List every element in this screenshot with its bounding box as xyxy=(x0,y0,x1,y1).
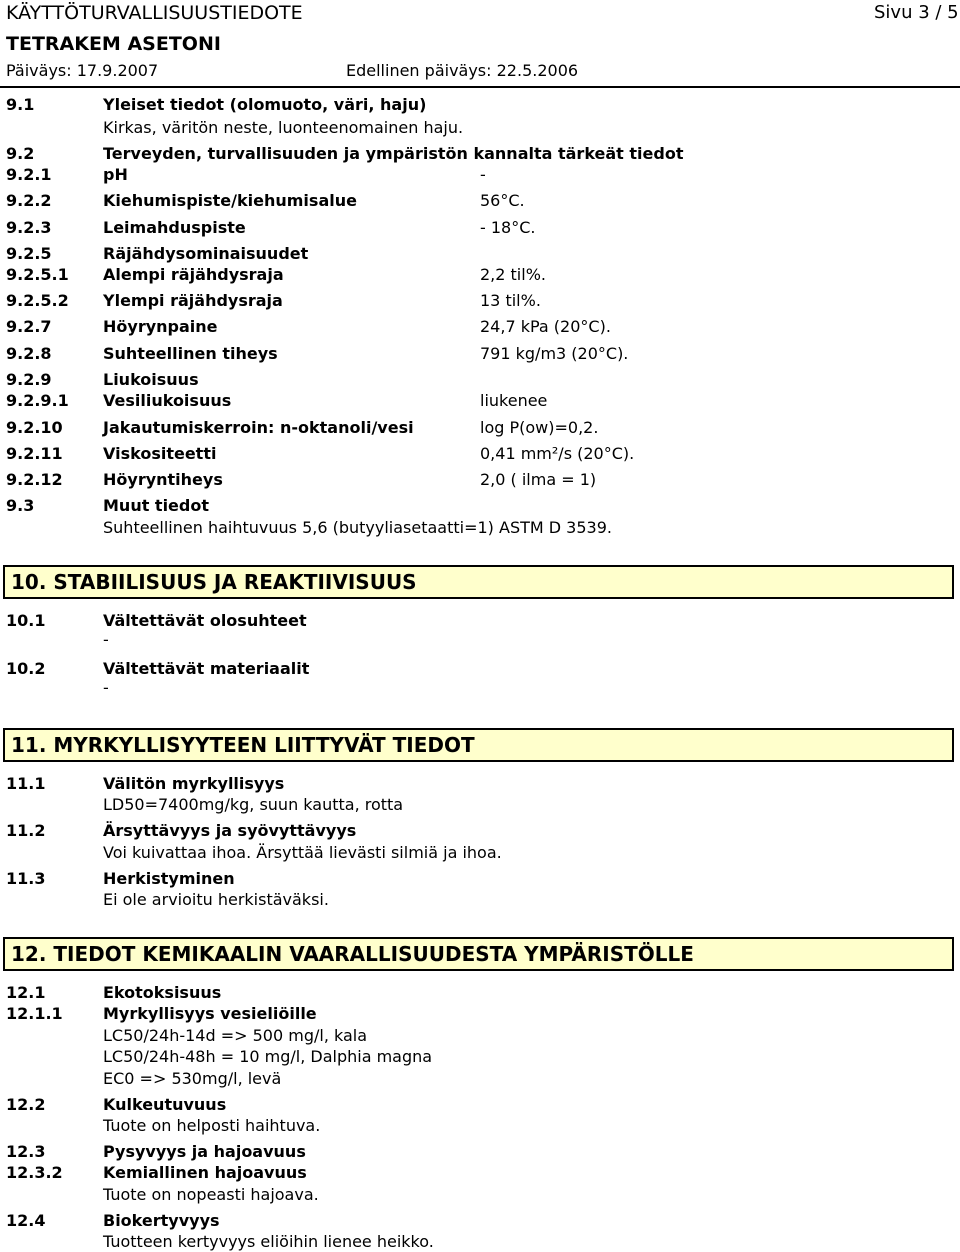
item-number: 9.3 xyxy=(6,496,35,515)
item-label: Vältettävät olosuhteet xyxy=(103,611,307,630)
item-label: Pysyvyys ja hajoavuus xyxy=(103,1142,306,1161)
item-value: 56°C. xyxy=(480,191,525,210)
item-number: 9.2.2 xyxy=(6,191,52,210)
item-label: Myrkyllisyys vesieliöille xyxy=(103,1004,317,1023)
item-label: Kemiallinen hajoavuus xyxy=(103,1163,307,1182)
item-label: Räjähdysominaisuudet xyxy=(103,244,309,263)
item-label: Ylempi räjähdysraja xyxy=(103,291,283,310)
item-number: 10.1 xyxy=(6,611,46,630)
item-value: 791 kg/m3 (20°C). xyxy=(480,344,629,363)
item-number: 9.2.11 xyxy=(6,444,63,463)
item-text: - xyxy=(103,630,109,649)
item-text: - xyxy=(103,678,109,697)
item-label: Höyryntiheys xyxy=(103,470,223,489)
section-heading-12: 12. TIEDOT KEMIKAALIN VAARALLISUUDESTA YMPÄRISTÖLLE xyxy=(3,937,954,971)
item-label: Vältettävät materiaalit xyxy=(103,659,310,678)
item-value: 13 til%. xyxy=(480,291,541,310)
item-value: 2,2 til%. xyxy=(480,265,546,284)
item-text: LC50/24h-48h = 10 mg/l, Dalphia magna xyxy=(103,1047,433,1066)
item-number: 9.2.5.2 xyxy=(6,291,69,310)
item-value: log P(ow)=0,2. xyxy=(480,418,599,437)
item-number: 9.2.9 xyxy=(6,370,52,389)
document-title: KÄYTTÖTURVALLISUUSTIEDOTE xyxy=(6,2,303,24)
item-text: Voi kuivattaa ihoa. Ärsyttää lievästi silmiä ja ihoa. xyxy=(103,843,502,862)
item-label: Kulkeutuvuus xyxy=(103,1095,227,1114)
item-label: pH xyxy=(103,165,128,184)
item-number: 12.2 xyxy=(6,1095,46,1114)
item-text: LD50=7400mg/kg, suun kautta, rotta xyxy=(103,795,404,814)
item-number: 11.1 xyxy=(6,774,46,793)
item-number: 9.2.7 xyxy=(6,317,52,336)
item-number: 9.2.10 xyxy=(6,418,63,437)
item-label: Terveyden, turvallisuuden ja ympäristön kannalta tärkeät tiedot xyxy=(103,144,684,163)
item-value: liukenee xyxy=(480,391,548,410)
item-label: Biokertyvyys xyxy=(103,1211,220,1230)
item-label: Kiehumispiste/kiehumisalue xyxy=(103,191,357,210)
item-text: Tuote on nopeasti hajoava. xyxy=(103,1185,319,1204)
issue-date: Päiväys: 17.9.2007 xyxy=(6,61,159,80)
previous-date: Edellinen päiväys: 22.5.2006 xyxy=(346,61,579,80)
item-value: 24,7 kPa (20°C). xyxy=(480,317,611,336)
item-label: Muut tiedot xyxy=(103,496,209,515)
item-label: Suhteellinen tiheys xyxy=(103,344,278,363)
section-heading-10: 10. STABIILISUUS JA REAKTIIVISUUS xyxy=(3,565,954,599)
item-text: EC0 => 530mg/l, levä xyxy=(103,1069,282,1088)
item-number: 12.1 xyxy=(6,983,46,1002)
item-number: 11.2 xyxy=(6,821,46,840)
item-label: Viskositeetti xyxy=(103,444,217,463)
item-number: 9.2.12 xyxy=(6,470,63,489)
item-value: 0,41 mm²/s (20°C). xyxy=(480,444,635,463)
item-label: Ekotoksisuus xyxy=(103,983,222,1002)
item-number: 9.2.3 xyxy=(6,218,52,237)
page-number: Sivu 3 / 5 xyxy=(874,2,959,23)
item-label: Leimahduspiste xyxy=(103,218,246,237)
item-label: Vesiliukoisuus xyxy=(103,391,232,410)
product-name: TETRAKEM ASETONI xyxy=(6,33,221,55)
header-divider xyxy=(0,86,960,88)
item-text: Tuotteen kertyvyys eliöihin lienee heikko. xyxy=(103,1232,434,1251)
item-number: 12.1.1 xyxy=(6,1004,63,1023)
item-number: 9.2.1 xyxy=(6,165,52,184)
item-label: Välitön myrkyllisyys xyxy=(103,774,285,793)
item-label: Höyrynpaine xyxy=(103,317,218,336)
item-number: 9.2 xyxy=(6,144,35,163)
item-text: Ei ole arvioitu herkistäväksi. xyxy=(103,890,329,909)
item-label: Ärsyttävyys ja syövyttävyys xyxy=(103,821,357,840)
item-number: 12.3.2 xyxy=(6,1163,63,1182)
item-label: Herkistyminen xyxy=(103,869,235,888)
item-text: Suhteellinen haihtuvuus 5,6 (butyyliasetaatti=1) ASTM D 3539. xyxy=(103,518,612,537)
item-number: 9.2.5 xyxy=(6,244,52,263)
item-number: 12.3 xyxy=(6,1142,46,1161)
item-value: - 18°C. xyxy=(480,218,536,237)
item-number: 11.3 xyxy=(6,869,46,888)
item-text: Tuote on helposti haihtuva. xyxy=(103,1116,321,1135)
item-text: Kirkas, väritön neste, luonteenomainen haju. xyxy=(103,118,464,137)
item-value: 2,0 ( ilma = 1) xyxy=(480,470,597,489)
item-number: 9.2.5.1 xyxy=(6,265,69,284)
item-number: 9.2.9.1 xyxy=(6,391,69,410)
item-text: LC50/24h-14d => 500 mg/l, kala xyxy=(103,1026,368,1045)
item-label: Jakautumiskerroin: n-oktanoli/vesi xyxy=(103,418,414,437)
item-number: 9.2.8 xyxy=(6,344,52,363)
item-label: Alempi räjähdysraja xyxy=(103,265,284,284)
item-label: Yleiset tiedot (olomuoto, väri, haju) xyxy=(103,95,427,114)
item-number: 12.4 xyxy=(6,1211,46,1230)
item-number: 9.1 xyxy=(6,95,35,114)
item-label: Liukoisuus xyxy=(103,370,199,389)
section-heading-11: 11. MYRKYLLISYYTEEN LIITTYVÄT TIEDOT xyxy=(3,728,954,762)
item-number: 10.2 xyxy=(6,659,46,678)
item-value: - xyxy=(480,165,486,184)
